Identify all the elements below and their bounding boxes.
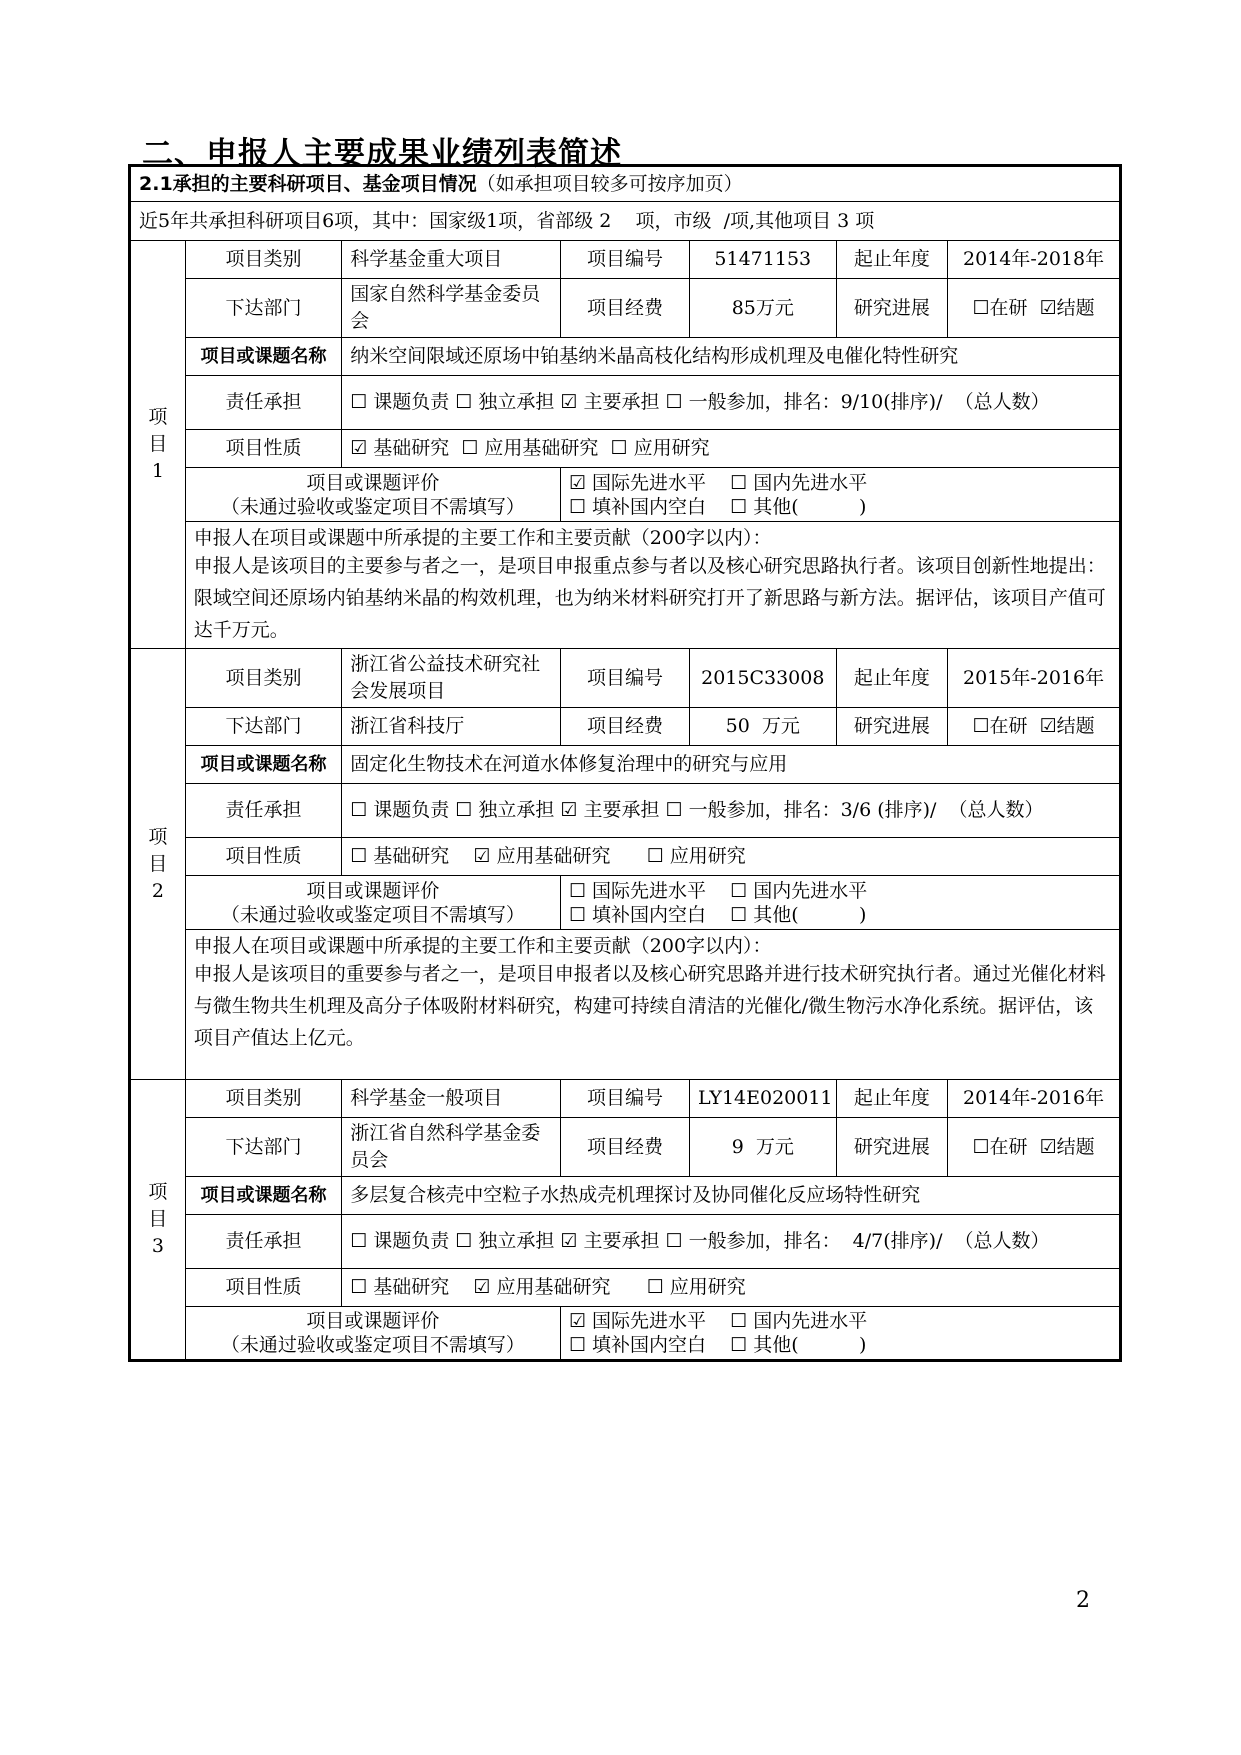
project-1-category: 科学基金重大项目: [342, 241, 561, 279]
label-name: 项目或课题名称: [185, 1177, 341, 1215]
project-3-row-dept: [130, 1118, 1121, 1177]
label-funding: 项目经费: [560, 708, 689, 746]
project-2-row-eval: [130, 876, 1121, 930]
project-2-row-name: [130, 746, 1121, 784]
label-progress: 研究进展: [836, 279, 948, 338]
projects-table: [128, 164, 1122, 1362]
label-category: 项目类别: [185, 1080, 341, 1118]
project-1-row-role: [130, 376, 1121, 430]
summary-row: [130, 202, 1121, 241]
subsection-title-row: [130, 166, 1121, 202]
project-3-category: 科学基金一般项目: [342, 1080, 561, 1118]
label-nature: 项目性质: [185, 1269, 341, 1307]
label-dept: 下达部门: [185, 1118, 341, 1177]
label-nature: 项目性质: [185, 838, 341, 876]
project-3-dept: 浙江省自然科学基金委员会: [342, 1118, 561, 1177]
label-number: 项目编号: [560, 1080, 689, 1118]
project-3-number: LY14E020011: [690, 1080, 837, 1118]
label-category: 项目类别: [185, 241, 341, 279]
label-role: 责任承担: [185, 376, 341, 430]
project-2-number: 2015C33008: [690, 649, 837, 708]
project-1-row-category: [130, 241, 1121, 279]
project-2-dept: 浙江省科技厅: [342, 708, 561, 746]
project-3-nature: ☐ 基础研究 ☑ 应用基础研究 ☐ 应用研究: [342, 1269, 1121, 1307]
project-2-row-contrib: [130, 930, 1121, 1080]
label-role: 责任承担: [185, 1215, 341, 1269]
summary-text: 近5年共承担科研项目6项，其中：国家级1项，省部级 2 项，市级 /项,其他项目 3 项: [130, 202, 1121, 241]
project-1-row-name: [130, 338, 1121, 376]
project-3-role: ☐ 课题负责 ☐ 独立承担 ☑ 主要承担 ☐ 一般参加，排名： 4/7(排序)/ （总人数）: [342, 1215, 1121, 1269]
project-2-category: 浙江省公益技术研究社会发展项目: [342, 649, 561, 708]
project-2-role: ☐ 课题负责 ☐ 独立承担 ☑ 主要承担 ☐ 一般参加，排名：3/6 (排序)/ （总人数）: [342, 784, 1121, 838]
project-3-row-nature: [130, 1269, 1121, 1307]
project-3-name: 多层复合核壳中空粒子水热成壳机理探讨及协同催化反应场特性研究: [342, 1177, 1121, 1215]
project-2-progress: ☐在研 ☑结题: [948, 708, 1121, 746]
project-3-label: 项 目 3: [130, 1080, 186, 1361]
subsection-title: 2.1承担的主要科研项目、基金项目情况: [139, 172, 477, 195]
project-1-role: ☐ 课题负责 ☐ 独立承担 ☑ 主要承担 ☐ 一般参加，排名：9/10(排序)/ （总人数）: [342, 376, 1121, 430]
label-progress: 研究进展: [836, 708, 948, 746]
label-period: 起止年度: [836, 241, 948, 279]
project-2-label: 项 目 2: [130, 649, 186, 1080]
label-nature: 项目性质: [185, 430, 341, 468]
project-2-eval: ☐ 国际先进水平 ☐ 国内先进水平 ☐ 填补国内空白 ☐ 其他( ): [560, 876, 1120, 930]
project-1-progress: ☐在研 ☑结题: [948, 279, 1121, 338]
project-2-name: 固定化生物技术在河道水体修复治理中的研究与应用: [342, 746, 1121, 784]
label-eval: 项目或课题评价 （未通过验收或鉴定项目不需填写）: [185, 1307, 560, 1361]
page-number: 2: [1076, 1588, 1090, 1613]
project-1-dept: 国家自然科学基金委员会: [342, 279, 561, 338]
project-3-funding: 9 万元: [690, 1118, 837, 1177]
project-2-row-category: [130, 649, 1121, 708]
project-1-number: 51471153: [690, 241, 837, 279]
subsection-note: （如承担项目较多可按序加页）: [476, 172, 743, 195]
label-period: 起止年度: [836, 1080, 948, 1118]
label-role: 责任承担: [185, 784, 341, 838]
section-heading: 二、申报人主要成果业绩列表简述: [142, 136, 622, 172]
project-1-row-nature: [130, 430, 1121, 468]
project-2-contrib: 申报人在项目或课题中所承提的主要工作和主要贡献（200字以内）： 申报人是该项目的重要参与者之一，是项目申报者以及核心研究思路并进行技术研究执行者。通过光催化材料与微生物共生机理及高分子体吸附材料研究，构建可持续自清洁的光催化/微生物污水净化系统。据评估，该项目产值达上亿元。: [185, 930, 1120, 1080]
project-1-name: 纳米空间限域还原场中铂基纳米晶高枝化结构形成机理及电催化特性研究: [342, 338, 1121, 376]
project-1-funding: 85万元: [690, 279, 837, 338]
label-name: 项目或课题名称: [185, 338, 341, 376]
label-name: 项目或课题名称: [185, 746, 341, 784]
project-2-row-role: [130, 784, 1121, 838]
label-dept: 下达部门: [185, 279, 341, 338]
label-number: 项目编号: [560, 649, 689, 708]
project-1-contrib: 申报人在项目或课题中所承提的主要工作和主要贡献（200字以内）： 申报人是该项目的主要参与者之一，是项目申报重点参与者以及核心研究思路执行者。该项目创新性地提出：限域空间还原场内铂基纳米晶的构效机理，也为纳米材料研究打开了新思路与新方法。据评估，该项目产值可达千万元。: [185, 522, 1120, 649]
project-2-row-nature: [130, 838, 1121, 876]
project-3-row-role: [130, 1215, 1121, 1269]
label-funding: 项目经费: [560, 1118, 689, 1177]
project-2-period: 2015年-2016年: [948, 649, 1121, 708]
project-3-row-eval: [130, 1307, 1121, 1361]
project-1-period: 2014年-2018年: [948, 241, 1121, 279]
project-2-row-dept: [130, 708, 1121, 746]
label-category: 项目类别: [185, 649, 341, 708]
project-3-row-category: [130, 1080, 1121, 1118]
project-1-row-dept: [130, 279, 1121, 338]
project-2-nature: ☐ 基础研究 ☑ 应用基础研究 ☐ 应用研究: [342, 838, 1121, 876]
label-eval: 项目或课题评价 （未通过验收或鉴定项目不需填写）: [185, 468, 560, 522]
label-funding: 项目经费: [560, 279, 689, 338]
project-1-eval: ☑ 国际先进水平 ☐ 国内先进水平 ☐ 填补国内空白 ☐ 其他( ): [560, 468, 1120, 522]
project-1-nature: ☑ 基础研究 ☐ 应用基础研究 ☐ 应用研究: [342, 430, 1121, 468]
project-1-label: 项 目 1: [130, 241, 186, 649]
project-3-progress: ☐在研 ☑结题: [948, 1118, 1121, 1177]
project-3-row-name: [130, 1177, 1121, 1215]
label-eval: 项目或课题评价 （未通过验收或鉴定项目不需填写）: [185, 876, 560, 930]
label-number: 项目编号: [560, 241, 689, 279]
project-1-row-eval: [130, 468, 1121, 522]
project-2-funding: 50 万元: [690, 708, 837, 746]
project-1-row-contrib: [130, 522, 1121, 649]
project-3-period: 2014年-2016年: [948, 1080, 1121, 1118]
label-period: 起止年度: [836, 649, 948, 708]
label-dept: 下达部门: [185, 708, 341, 746]
project-3-eval: ☑ 国际先进水平 ☐ 国内先进水平 ☐ 填补国内空白 ☐ 其他( ): [560, 1307, 1120, 1361]
label-progress: 研究进展: [836, 1118, 948, 1177]
